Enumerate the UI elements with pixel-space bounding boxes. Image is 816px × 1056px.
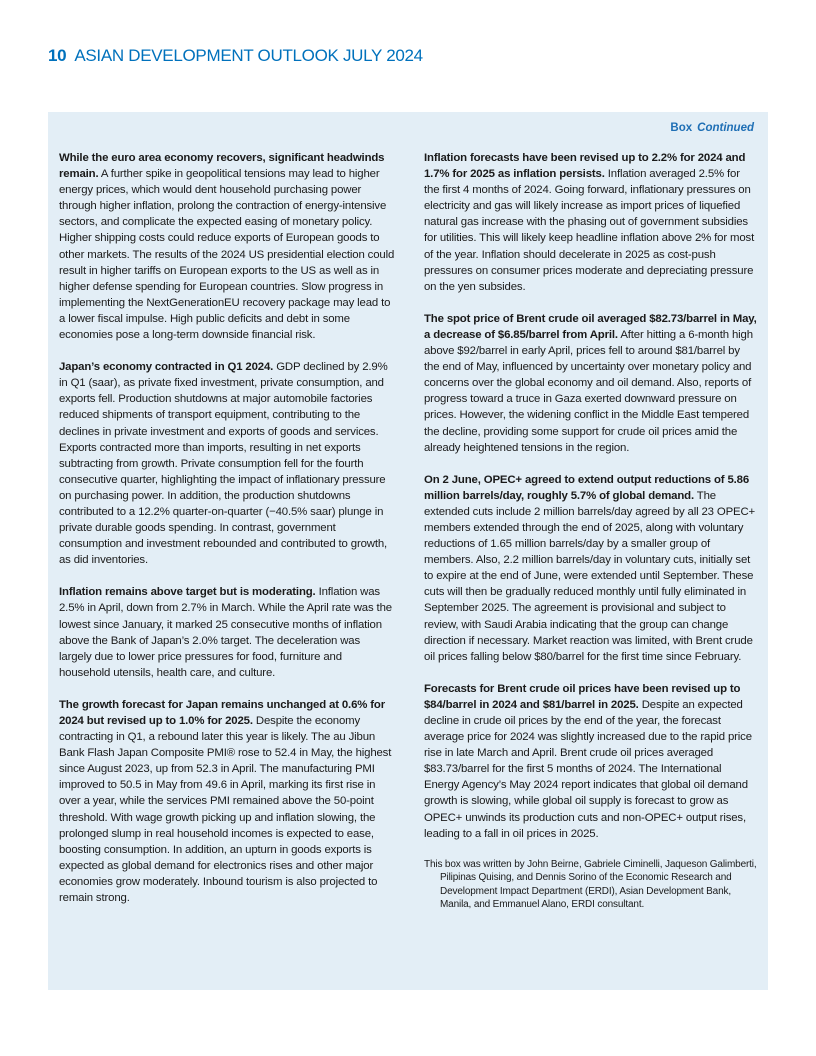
box-panel bbox=[48, 112, 768, 990]
paragraph bbox=[59, 697, 395, 906]
paragraph-lead: Japan’s economy contracted in Q1 2024. bbox=[59, 361, 274, 374]
page-number: 10 bbox=[48, 46, 67, 65]
paragraph-lead: The growth forecast for Japan remains unchanged at 0.6% for 2024 but revised up to 1.0% for 2025. bbox=[59, 698, 385, 727]
paragraph bbox=[59, 584, 395, 681]
right-column bbox=[424, 150, 758, 928]
paragraph bbox=[59, 150, 395, 343]
paragraph-body: Despite the economy contracting in Q1, a rebound later this year is likely. The au Jibun Bank Flash Japan Composite PMI® rose to 52.4 in May, the highest since August 2023, up from 52.3 in April. The manufacturing PMI improved to 50.5 in May from 49.6 in April, marking its first rise in over a year, while the services PMI remained above the 50-point threshold. With wage growth picking up and inflation slowing, the prolonged slump in real household incomes is expected to ease, boosting consumption. In addition, an upturn in goods exports is expected as global demand for electronics rises and other major economies grow moderately. Inbound tourism is also projected to remain strong. bbox=[59, 715, 392, 905]
paragraph-lead: Forecasts for Brent crude oil prices have been revised up to $84/barrel in 2024 and $81/barrel in 2025. bbox=[424, 682, 741, 711]
paragraph bbox=[424, 472, 758, 665]
publication-title: ASIAN DEVELOPMENT OUTLOOK JULY 2024 bbox=[74, 46, 423, 65]
box-credit: This box was written by John Beirne, Gabriele Ciminelli, Jaqueson Galimberti, Pilipinas Quising, and Dennis Sorino of the Economic Research and Development Impact Department (ERDI), Asian Development Bank, Manila, and Emmanuel Alano, ERDI consultant. bbox=[424, 858, 757, 911]
box-label-text: Box bbox=[670, 122, 693, 134]
paragraph-lead: Inflation forecasts have been revised up to 2.2% for 2024 and 1.7% for 2025 as inflation persists. bbox=[424, 152, 746, 181]
paragraph-body: After hitting a 6-month high above $92/barrel in early April, prices fell to around $81/barrel by the end of May, influenced by uncertainty over monetary policy and concerns over the global economy and oil demand. Also, reports of progress toward a truce in Gaza exerted downward pressure on prices. However, the widening conflict in the Middle East tempered the decline, providing some support for crude oil prices amid the already heightened tensions in the region. bbox=[424, 328, 753, 454]
paragraph-lead: The spot price of Brent crude oil averaged $82.73/barrel in May, a decrease of $6.85/barrel from April. bbox=[424, 312, 757, 341]
paragraph bbox=[59, 359, 395, 568]
paragraph-body: Inflation averaged 2.5% for the first 4 months of 2024. Going forward, inflationary pressures on electricity and gas will likely increase as import prices of liquefied natural gas increase with the phasing out of government subsidies for utilities. This will likely keep headline inflation above 2% for most of the year. Inflation should decelerate in 2025 as cost-push pressures on consumer prices moderate and depreciating pressure on the yen subsides. bbox=[424, 168, 755, 293]
running-header bbox=[48, 46, 423, 66]
paragraph bbox=[424, 150, 758, 295]
paragraph-lead: On 2 June, OPEC+ agreed to extend output reductions of 5.86 million barrels/day, roughly 5.7% of global demand. bbox=[424, 473, 750, 502]
paragraph-body: GDP declined by 2.9% in Q1 (saar), as private fixed investment, private consumption, and exports fell. Production shutdowns at major automobile factories reduced shipments of transport equipment, contributing to the declines in private investment and exports of goods and services. Exports contracted more than imports, resulting in net exports subtracting from growth. Private consumption fell for the fourth consecutive quarter, highlighting the impact of inflationary pressure on purchasing power. In addition, the production shutdowns contributed to a 12.2% quarter-on-quarter (−40.5% saar) plunge in private durable goods spending. In contrast, government consumption and investment rebounded and contributed to growth, as did inventories. bbox=[59, 361, 388, 567]
paragraph bbox=[424, 311, 758, 456]
paragraph bbox=[424, 681, 758, 842]
paragraph-body: Despite an expected decline in crude oil prices by the end of the year, the forecast average price for 2024 was slightly increased due to the rapid price rise in late March and April. Brent crude oil prices averaged $83.73/barrel for the first 5 months of 2024. The International Energy Agency’s May 2024 report indicates that global oil demand growth is slowing, while global oil supply is forecast to grow as OPEC+ unwinds its production cuts and non-OPEC+ output rises, leading to a fall in oil prices in 2025. bbox=[424, 698, 752, 840]
box-continued-text: Continued bbox=[697, 122, 754, 134]
paragraph-body: The extended cuts include 2 million barrels/day agreed by all 23 OPEC+ members extended through the end of 2025, along with voluntary reductions of 1.65 million barrels/day by a smaller group of members. Also, 2.2 million barrels/day in voluntary cuts, initially set to expire at the end of June, were extended until September. These cuts will then be gradually reduced monthly until fully eliminated in September 2025. The agreement is provisional and subject to review, with Saudi Arabia indicating that the group can change direction if necessary. Market reaction was limited, with Brent crude oil prices falling below $80/barrel for the first time since February. bbox=[424, 489, 756, 663]
box-label bbox=[670, 122, 754, 134]
paragraph-body: Inflation was 2.5% in April, down from 2.7% in March. While the April rate was the lowest since January, it marked 25 consecutive months of inflation above the Bank of Japan’s 2.0% target. The deceleration was largely due to lower price pressures for food, furniture and household utensils, health care, and culture. bbox=[59, 586, 392, 679]
paragraph-lead: Inflation remains above target but is moderating. bbox=[59, 586, 316, 599]
left-column bbox=[59, 150, 395, 922]
paragraph-lead: While the euro area economy recovers, significant headwinds remain. bbox=[59, 152, 385, 181]
paragraph-body: A further spike in geopolitical tensions may lead to higher energy prices, which would dent household purchasing power through higher inflation, prolong the contraction of energy-intensive sectors, and complicate the expected easing of monetary policy. Higher shipping costs could reduce exports of European goods to other markets. The results of the 2024 US presidential election could result in higher tariffs on European exports to the US as well as in higher defense spending for European countries. Slow progress in implementing the NextGenerationEU recovery package may lead to a lower fiscal impulse. High public deficits and debt in some economies pose a long-term downside financial risk. bbox=[59, 168, 395, 342]
